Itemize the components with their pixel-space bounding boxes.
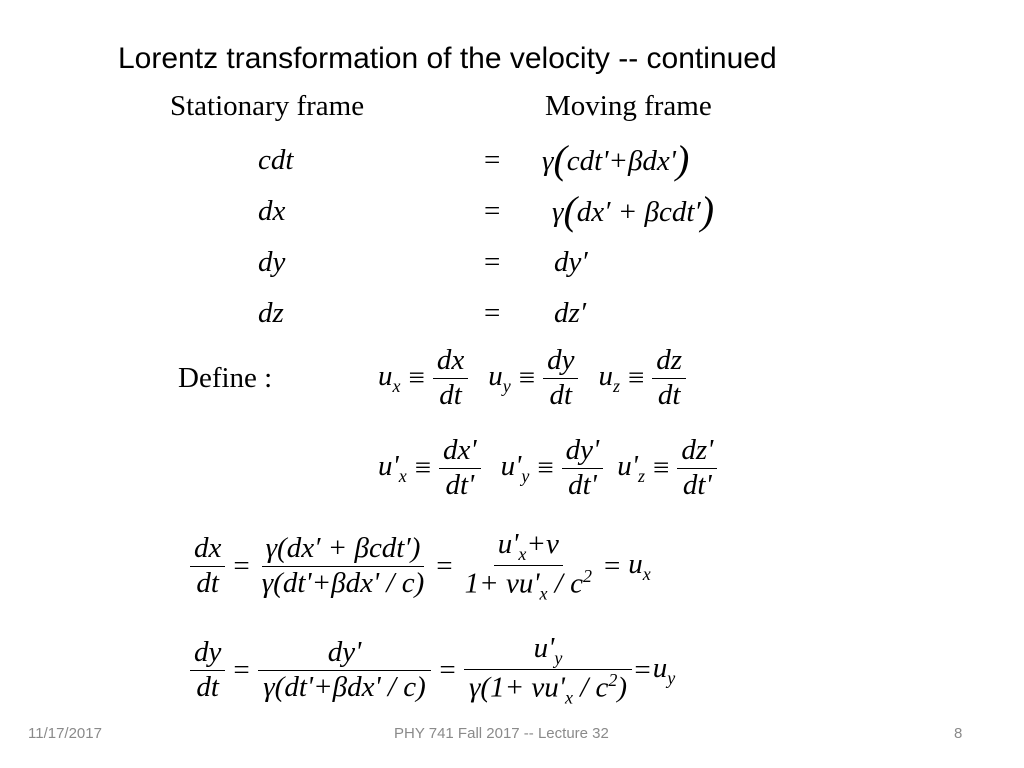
row-dx-equals: = xyxy=(484,195,501,227)
footer-page-number: 8 xyxy=(954,725,963,742)
def-ux-var: $u_x$ xyxy=(378,359,401,396)
def-upx-fraction: $\frac{dx'}{dt'}$ xyxy=(439,434,481,502)
eqy-fraction-2: $\frac{dy'}{\text{γ(dt'+βdx' / c)}}$ xyxy=(258,636,432,704)
row-cdt-equals: = xyxy=(484,144,501,176)
def-ux-fraction: $\frac{dx}{dt}$ xyxy=(433,344,468,412)
row-dy-left: dy xyxy=(258,246,286,278)
row-dx-left: dx xyxy=(258,195,286,227)
def-uz-var: $u_z$ xyxy=(598,359,620,396)
eqx-fraction-2: $\frac{\text{γ(dx′ + βcdt′)}}{\text{γ(dt'+βdx' / c)}}$ xyxy=(261,532,425,599)
row-cdt-right: γ(cdt'+βdx') xyxy=(542,137,690,182)
define-row-primed: $u'_x$ ≡ $\frac{dx'}{dt'}$ $u'_y$ ≡ $\frac{dy'}{dt'}$ $u'_z$ ≡ $\frac{dz'}{dt'}$ xyxy=(378,426,717,510)
def-upz-fraction: $\frac{dz'}{dt'}$ xyxy=(677,434,717,502)
eqy-fraction-3: $\frac{u'_y}{\gamma(1+ vu'_x / c^2)}$ xyxy=(464,632,633,708)
row-dz-right: dz′ xyxy=(554,297,587,329)
eqx-fraction-3: $\frac{u'_x+v}{1+ vu'_x / c^2}$ xyxy=(464,528,592,604)
eqx-result: $u_x$ xyxy=(628,547,651,584)
define-label: Define : xyxy=(178,362,273,394)
def-upy-fraction: $\frac{dy'}{dt'}$ xyxy=(562,434,604,502)
define-row-unprimed: $u_x$ ≡ $\frac{dx}{dt}$ $u_y$ ≡ $\frac{dy}{dt}$ $u_z$ ≡ $\frac{dz}{dt}$ xyxy=(378,336,686,420)
row-dx-right: γ(dx′ + βcdt′) xyxy=(552,188,715,233)
def-upz-var: $u'_z$ xyxy=(617,449,645,486)
row-dy-right: dy′ xyxy=(554,246,588,278)
header-moving-frame: Moving frame xyxy=(545,90,712,122)
def-uy-fraction: $\frac{dy}{dt}$ xyxy=(543,344,578,412)
equation-velocity-y: $\frac{dy}{dt}$ = $\frac{dy'}{\text{γ(dt'+βdx' / c)}}$ = $\frac{u'_y}{\gamma(1+ vu'_x / c^2)}$ = $u_y$ xyxy=(190,622,675,718)
row-cdt-left: cdt xyxy=(258,144,294,176)
eqx-fraction-1: $\frac{dx}{dt}$ xyxy=(190,532,225,600)
footer-date: 11/17/2017 xyxy=(28,725,102,742)
def-uz-fraction: $\frac{dz}{dt}$ xyxy=(652,344,686,412)
equation-velocity-x: $\frac{dx}{dt}$ = $\frac{\text{γ(dx′ + βcdt′)}}{\text{γ(dt'+βdx' / c)}}$ = $\frac{u'_x+v}{1+ vu'_x / c^2}$ = $u_x$ xyxy=(190,522,651,610)
header-stationary-frame: Stationary frame xyxy=(170,90,365,122)
row-dz-equals: = xyxy=(484,297,501,329)
slide-title: Lorentz transformation of the velocity -- continued xyxy=(118,42,777,75)
footer-course: PHY 741 Fall 2017 -- Lecture 32 xyxy=(394,725,609,742)
row-dz-left: dz xyxy=(258,297,284,329)
def-upx-var: $u'_x$ xyxy=(378,449,407,486)
def-upy-var: $u'_y$ xyxy=(500,449,530,486)
row-dy-equals: = xyxy=(484,246,501,278)
eqy-fraction-1: $\frac{dy}{dt}$ xyxy=(190,636,225,704)
def-uy-var: $u_y$ xyxy=(488,359,511,396)
eqy-result: $u_y$ xyxy=(652,651,676,688)
